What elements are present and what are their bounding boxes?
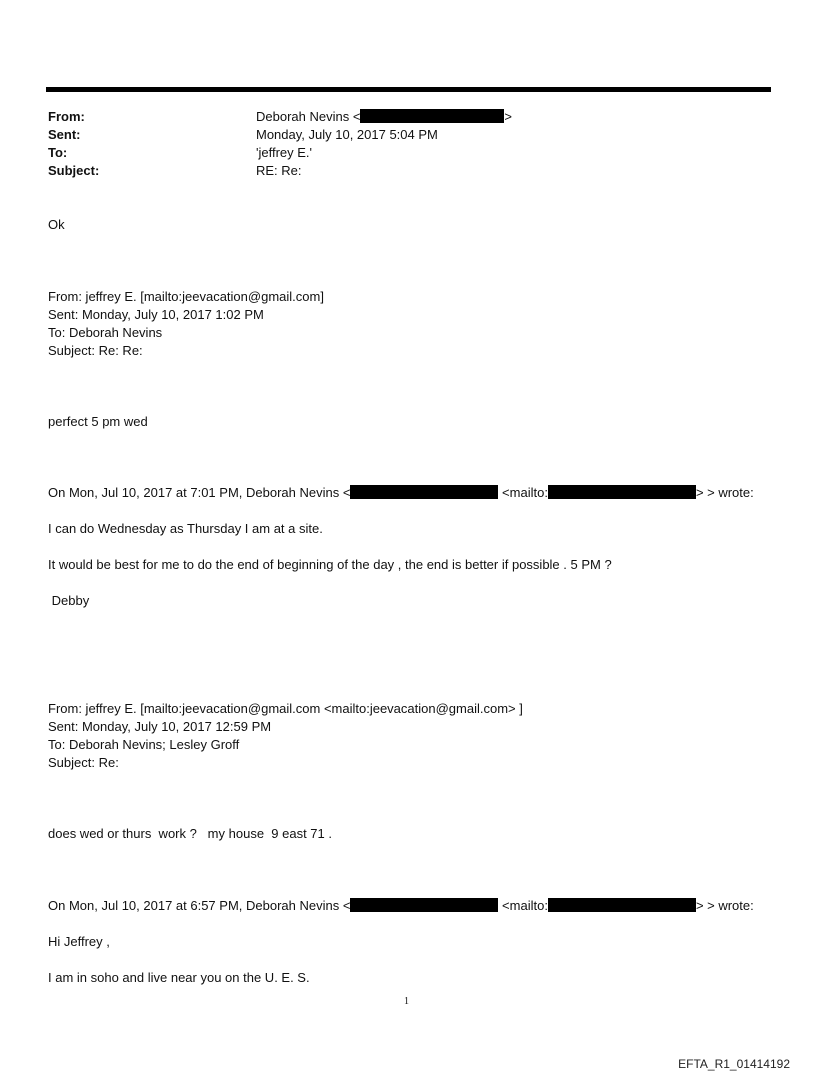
redaction-block	[548, 485, 696, 499]
from-close: >	[504, 109, 513, 124]
sent-label: Sent:	[48, 127, 81, 142]
quote2-prefix: On Mon, Jul 10, 2017 at 6:57 PM, Deborah Nevins <	[48, 898, 351, 913]
quote1-line2: It would be best for me to do the end of beginning of the day , the end is better if possible . 5 PM ?	[48, 557, 612, 572]
subject-label: Subject:	[48, 163, 100, 178]
from-label: From:	[48, 109, 85, 124]
header-rule	[46, 87, 771, 92]
quote1-mailto: <mailto:	[502, 485, 548, 500]
quote2-line2: I am in soho and live near you on the U. E. S.	[48, 970, 310, 985]
redaction-block	[548, 898, 696, 912]
msg2-to: To: Deborah Nevins; Lesley Groff	[48, 737, 240, 752]
msg2-from: From: jeffrey E. [mailto:jeevacation@gmail.com <mailto:jeevacation@gmail.com> ]	[48, 701, 523, 716]
msg2-sent: Sent: Monday, July 10, 2017 12:59 PM	[48, 719, 272, 734]
msg1-to: To: Deborah Nevins	[48, 325, 163, 340]
redaction-block	[350, 485, 498, 499]
document-id: EFTA_R1_01414192	[678, 1057, 790, 1071]
quote2-header	[48, 897, 754, 915]
page-number: 1	[404, 996, 409, 1007]
msg2-body: does wed or thurs work ? my house 9 east 71 .	[48, 826, 332, 841]
quote2-mailto: <mailto:	[502, 898, 548, 913]
to-value: 'jeffrey E.'	[256, 145, 313, 160]
redaction-block	[350, 898, 498, 912]
quote1-suffix: > > wrote:	[695, 485, 754, 500]
msg2-subject: Subject: Re:	[48, 755, 119, 770]
from-name: Deborah Nevins <	[256, 109, 361, 124]
quote1-line1: I can do Wednesday as Thursday I am at a site.	[48, 521, 323, 536]
quote1-signature: Debby	[48, 593, 90, 608]
quote1-prefix: On Mon, Jul 10, 2017 at 7:01 PM, Deborah Nevins <	[48, 485, 351, 500]
subject-value: RE: Re:	[256, 163, 302, 178]
msg1-from: From: jeffrey E. [mailto:jeevacation@gmail.com]	[48, 289, 324, 304]
to-label: To:	[48, 145, 68, 160]
msg1-body: perfect 5 pm wed	[48, 414, 148, 429]
quote2-line1: Hi Jeffrey ,	[48, 934, 110, 949]
msg1-sent: Sent: Monday, July 10, 2017 1:02 PM	[48, 307, 264, 322]
reply-body: Ok	[48, 217, 65, 232]
redaction-block	[360, 109, 504, 123]
from-value	[256, 108, 512, 126]
msg1-subject: Subject: Re: Re:	[48, 343, 143, 358]
quote2-suffix: > > wrote:	[695, 898, 754, 913]
quote1-header	[48, 484, 754, 502]
sent-value: Monday, July 10, 2017 5:04 PM	[256, 127, 438, 142]
